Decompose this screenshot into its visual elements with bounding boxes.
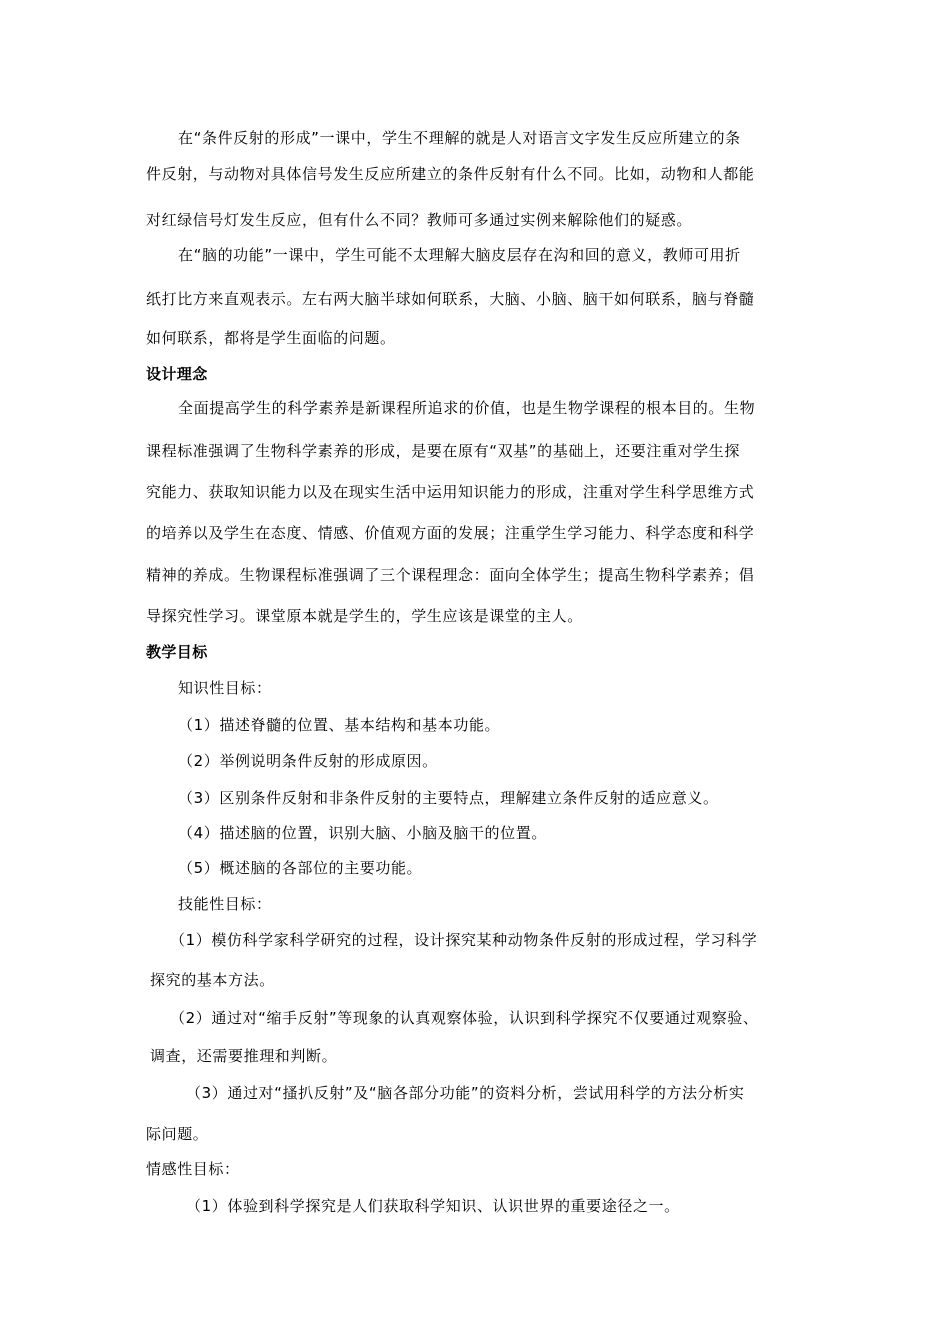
design-concept-line5: 精神的养成。生物课程标准强调了三个课程理念：面向全体学生；提高生物科学素养；倡 bbox=[146, 566, 755, 584]
knowledge-goal-item-4: （4）描述脑的位置，识别大脑、小脑及脑干的位置。 bbox=[178, 824, 547, 842]
knowledge-goal-item-1: （1）描述脊髓的位置、基本结构和基本功能。 bbox=[178, 716, 501, 734]
design-concept-line2: 课程标准强调了生物科学素养的形成，是要在原有“双基”的基础上，还要注重对学生探 bbox=[146, 442, 740, 460]
design-concept-line4: 的培养以及学生在态度、情感、价值观方面的发展；注重学生学习能力、科学态度和科学 bbox=[146, 524, 755, 542]
skill-goal-item-3-line1: （3）通过对“搔扒反射”及“脑各部分功能”的资料分析，尝试用科学的方法分析实 bbox=[186, 1084, 745, 1102]
skill-goal-item-1-line2: 探究的基本方法。 bbox=[150, 971, 275, 989]
skill-goal-item-3-line2: 际问题。 bbox=[146, 1125, 209, 1143]
design-concept-line1: 全面提高学生的科学素养是新课程所追求的价值，也是生物学课程的根本目的。生物 bbox=[178, 399, 756, 417]
knowledge-goal-item-5: （5）概述脑的各部位的主要功能。 bbox=[178, 859, 423, 877]
paragraph1-line1: 在“条件反射的形成”一课中，学生不理解的就是人对语言文字发生反应所建立的条 bbox=[178, 129, 741, 147]
section-heading-teaching-goals: 教学目标 bbox=[146, 643, 208, 661]
skill-goal-item-2-line2: 调查，还需要推理和判断。 bbox=[150, 1047, 338, 1065]
emotion-goals-label: 情感性目标： bbox=[146, 1160, 240, 1178]
paragraph1-line2: 件反射，与动物对具体信号发生反应所建立的条件反射有什么不同。比如，动物和人都能 bbox=[146, 165, 755, 183]
knowledge-goal-item-3: （3）区别条件反射和非条件反射的主要特点，理解建立条件反射的适应意义。 bbox=[178, 789, 719, 807]
design-concept-line3: 究能力、获取知识能力以及在现实生活中运用知识能力的形成，注重对学生科学思维方式 bbox=[146, 483, 755, 501]
design-concept-line6: 导探究性学习。课堂原本就是学生的，学生应该是课堂的主人。 bbox=[146, 607, 583, 625]
knowledge-goals-label: 知识性目标： bbox=[178, 679, 272, 697]
skill-goal-item-1-line1: （1）模仿科学家科学研究的过程，设计探究某种动物条件反射的形成过程，学习科学 bbox=[170, 931, 758, 949]
emotion-goal-item-1: （1）体验到科学探究是人们获取科学知识、认识世界的重要途径之一。 bbox=[186, 1197, 680, 1215]
section-heading-design-concept: 设计理念 bbox=[146, 365, 208, 383]
skill-goals-label: 技能性目标： bbox=[178, 895, 272, 913]
paragraph2-line2: 纸打比方来直观表示。左右两大脑半球如何联系，大脑、小脑、脑干如何联系，脑与脊髓 bbox=[146, 290, 755, 308]
paragraph2-line1: 在“脑的功能”一课中，学生可能不太理解大脑皮层存在沟和回的意义，教师可用折 bbox=[178, 246, 741, 264]
skill-goal-item-2-line1: （2）通过对“缩手反射”等现象的认真观察体验，认识到科学探究不仅要通过观察验、 bbox=[170, 1009, 759, 1027]
paragraph1-line3: 对红绿信号灯发生反应，但有什么不同？教师可多通过实例来解除他们的疑惑。 bbox=[146, 211, 693, 229]
knowledge-goal-item-2: （2）举例说明条件反射的形成原因。 bbox=[178, 752, 438, 770]
paragraph2-line3: 如何联系，都将是学生面临的问题。 bbox=[146, 329, 396, 347]
